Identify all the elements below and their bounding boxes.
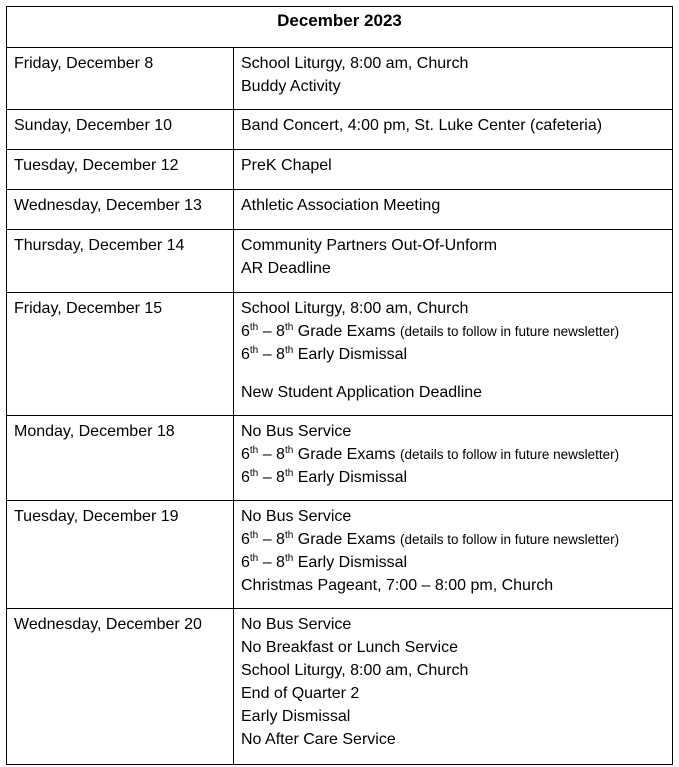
event-item	[241, 443, 665, 466]
grade-end: 8	[276, 323, 285, 340]
event-text: End of Quarter 2	[241, 685, 360, 702]
event-text: Early Dismissal	[293, 469, 408, 486]
event-note: (details to follow in future newsletter)	[400, 447, 620, 462]
event-text: No Breakfast or Lunch Service	[241, 639, 458, 656]
calendar-row	[7, 48, 673, 110]
grade-start: 6	[241, 469, 250, 486]
event-item	[241, 381, 665, 404]
event-text: Grade Exams	[293, 446, 400, 463]
ordinal-suffix: th	[284, 445, 294, 456]
calendar-row	[7, 293, 673, 416]
event-text: No After Care Service	[241, 731, 396, 748]
ordinal-suffix: th	[284, 530, 294, 541]
ordinal-suffix: th	[249, 530, 259, 541]
event-text: School Liturgy, 8:00 am, Church	[241, 662, 469, 679]
event-item	[241, 636, 665, 659]
event-item	[241, 320, 665, 343]
event-item	[241, 75, 665, 98]
event-text: Athletic Association Meeting	[241, 197, 441, 214]
event-text: No Bus Service	[241, 508, 352, 525]
ordinal-suffix: th	[249, 468, 259, 479]
calendar-row	[7, 416, 673, 501]
event-text: Community Partners Out-Of-Unform	[241, 237, 498, 254]
event-text: Grade Exams	[293, 323, 400, 340]
event-list	[234, 293, 673, 416]
event-item	[241, 234, 665, 257]
event-item	[241, 505, 665, 528]
grade-end: 8	[276, 346, 285, 363]
event-date: Thursday, December 14	[7, 230, 234, 293]
event-item	[241, 420, 665, 443]
ordinal-suffix: th	[249, 553, 259, 564]
ordinal-suffix: th	[249, 445, 259, 456]
event-item	[241, 297, 665, 320]
ordinal-suffix: th	[284, 345, 294, 356]
event-text: Buddy Activity	[241, 78, 341, 95]
event-list	[234, 48, 673, 110]
calendar-row	[7, 501, 673, 609]
calendar-header-row	[7, 7, 673, 48]
event-item	[241, 574, 665, 597]
grade-range-dash: –	[258, 554, 277, 571]
calendar-row	[7, 190, 673, 230]
event-item	[241, 194, 665, 217]
event-text: Band Concert, 4:00 pm, St. Luke Center (cafeteria)	[241, 117, 603, 134]
event-text: No Bus Service	[241, 616, 352, 633]
event-date: Wednesday, December 20	[7, 609, 234, 765]
grade-range-dash: –	[258, 446, 277, 463]
grade-end: 8	[276, 446, 285, 463]
grade-range-dash: –	[258, 469, 277, 486]
grade-range-dash: –	[258, 346, 277, 363]
event-item	[241, 682, 665, 705]
event-list	[234, 416, 673, 501]
calendar-row	[7, 110, 673, 150]
event-text: AR Deadline	[241, 260, 331, 277]
event-date: Tuesday, December 19	[7, 501, 234, 609]
event-list	[234, 190, 673, 230]
ordinal-suffix: th	[284, 553, 294, 564]
grade-start: 6	[241, 346, 250, 363]
ordinal-suffix: th	[284, 468, 294, 479]
event-item	[241, 52, 665, 75]
calendar-row	[7, 609, 673, 765]
event-text: Early Dismissal	[293, 346, 408, 363]
calendar-title: December 2023	[7, 7, 673, 48]
event-item	[241, 659, 665, 682]
calendar-row	[7, 150, 673, 190]
event-text: No Bus Service	[241, 423, 352, 440]
event-text: Early Dismissal	[241, 708, 351, 725]
grade-end: 8	[276, 554, 285, 571]
event-text: Christmas Pageant, 7:00 – 8:00 pm, Church	[241, 577, 554, 594]
event-list	[234, 110, 673, 150]
event-date: Tuesday, December 12	[7, 150, 234, 190]
event-item	[241, 343, 665, 366]
event-list	[234, 501, 673, 609]
grade-start: 6	[241, 446, 250, 463]
event-text: School Liturgy, 8:00 am, Church	[241, 300, 469, 317]
event-list	[234, 609, 673, 765]
event-item	[241, 154, 665, 177]
event-date: Friday, December 15	[7, 293, 234, 416]
event-item	[241, 728, 665, 751]
grade-start: 6	[241, 323, 250, 340]
calendar-row	[7, 230, 673, 293]
event-list	[234, 150, 673, 190]
event-text: School Liturgy, 8:00 am, Church	[241, 55, 469, 72]
event-note: (details to follow in future newsletter)	[400, 532, 620, 547]
event-date: Monday, December 18	[7, 416, 234, 501]
event-item	[241, 705, 665, 728]
event-date: Sunday, December 10	[7, 110, 234, 150]
event-text: Early Dismissal	[293, 554, 408, 571]
grade-range-dash: –	[258, 531, 277, 548]
grade-end: 8	[276, 531, 285, 548]
event-item	[241, 466, 665, 489]
event-date: Friday, December 8	[7, 48, 234, 110]
event-item	[241, 114, 665, 137]
event-note: (details to follow in future newsletter)	[400, 324, 620, 339]
ordinal-suffix: th	[249, 322, 259, 333]
ordinal-suffix: th	[249, 345, 259, 356]
calendar-table	[6, 6, 673, 765]
event-text: New Student Application Deadline	[241, 384, 483, 401]
event-text: PreK Chapel	[241, 157, 332, 174]
event-item	[241, 257, 665, 280]
event-item	[241, 551, 665, 574]
grade-range-dash: –	[258, 323, 277, 340]
event-item	[241, 528, 665, 551]
calendar-body	[7, 48, 673, 765]
ordinal-suffix: th	[284, 322, 294, 333]
grade-start: 6	[241, 531, 250, 548]
event-text: Grade Exams	[293, 531, 400, 548]
grade-start: 6	[241, 554, 250, 571]
event-date: Wednesday, December 13	[7, 190, 234, 230]
grade-end: 8	[276, 469, 285, 486]
event-item	[241, 613, 665, 636]
event-list	[234, 230, 673, 293]
